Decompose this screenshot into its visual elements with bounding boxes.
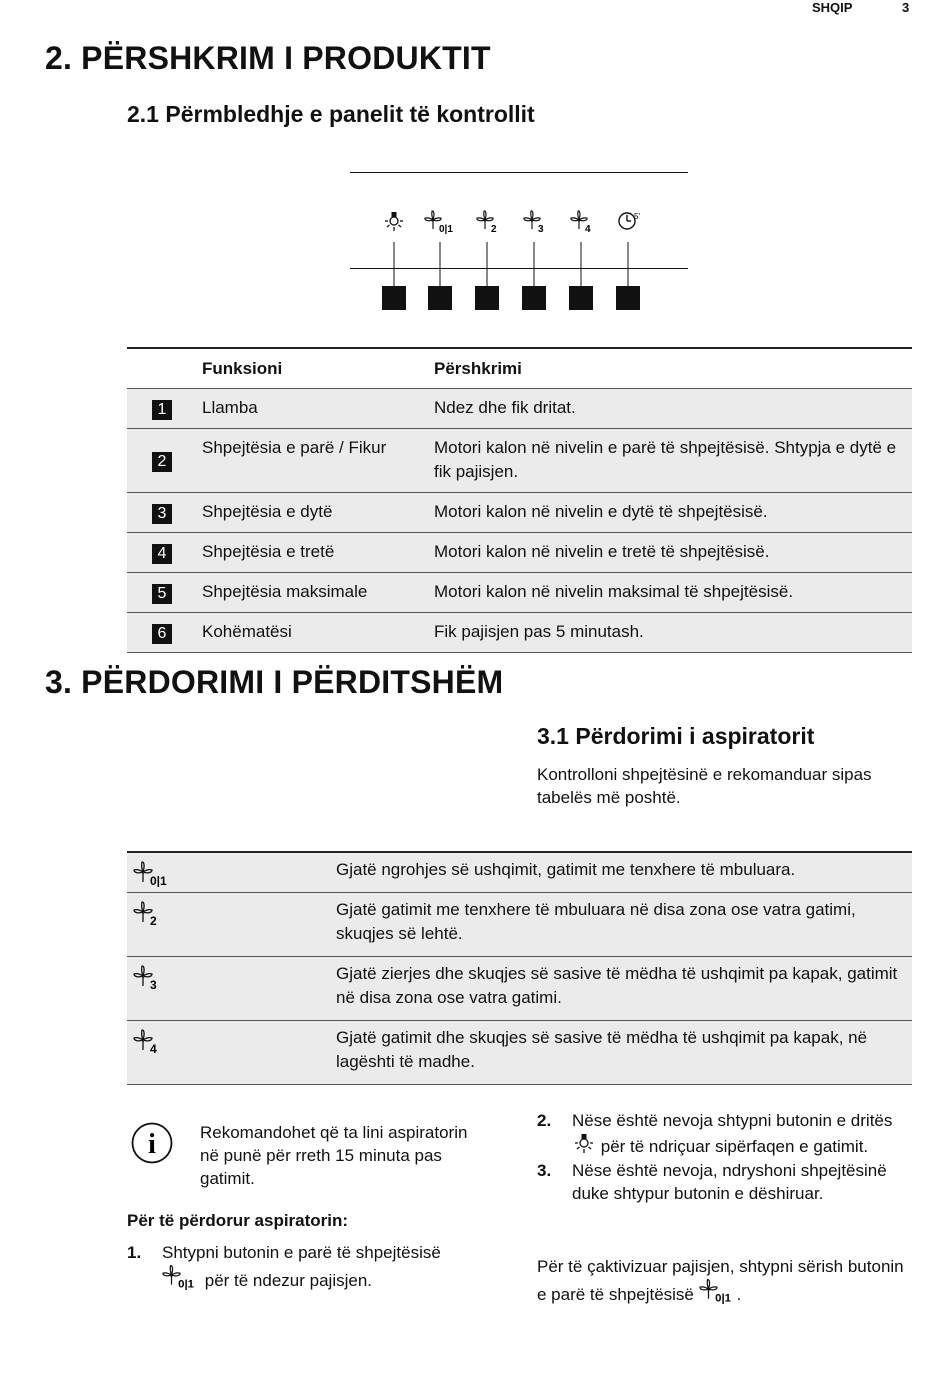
speed-recommendation: Gjatë ngrohjes së ushqimit, gatimit me tenxhere të mbuluara. xyxy=(336,852,912,893)
list-item xyxy=(537,1109,912,1158)
row-function: Shpejtësia maksimale xyxy=(202,573,434,613)
page-number: 3 xyxy=(902,0,910,15)
fan-speed-2-icon xyxy=(133,901,336,927)
table-row xyxy=(127,389,912,429)
svg-text:4: 4 xyxy=(585,224,591,234)
closing-paragraph xyxy=(537,1255,915,1306)
fan-speed-4-icon xyxy=(570,210,596,234)
section-3-intro: Kontrolloni shpejtësinë e rekomanduar sipas tabelës më poshtë. xyxy=(537,765,872,807)
control-panel-diagram xyxy=(350,172,690,314)
fan-speed-3-icon xyxy=(523,210,549,234)
step-text: Nëse është nevoja, ndryshoni shpejtësinë duke shtypur butonin e dëshiruar. xyxy=(572,1161,887,1203)
section-3-1-title: 3.1 Përdorimi i aspiratorit xyxy=(537,723,815,749)
table-row xyxy=(127,893,912,957)
step-number: 1. xyxy=(127,1243,142,1262)
row-function: Shpejtësia e parë / Fikur xyxy=(202,429,434,493)
table-row xyxy=(127,493,912,533)
svg-text:4: 4 xyxy=(150,1042,157,1055)
svg-text:0|1: 0|1 xyxy=(439,224,453,234)
table-header-row xyxy=(127,348,912,389)
timer-5-min-icon xyxy=(616,209,642,233)
row-description: Motori kalon në nivelin e dytë të shpejtësisë. xyxy=(434,493,912,533)
step-text-continued: për të ndriçuar sipërfaqen e gatimit. xyxy=(600,1137,869,1156)
row-number-badge: 4 xyxy=(152,544,172,564)
table-row xyxy=(127,613,912,653)
table-row xyxy=(127,1021,912,1085)
row-description: Motori kalon në nivelin e tretë të shpejtësisë. xyxy=(434,533,912,573)
fan-speed-0-1-icon xyxy=(162,1264,200,1290)
table-row xyxy=(127,852,912,893)
row-description: Ndez dhe fik dritat. xyxy=(434,389,912,429)
speed-table xyxy=(127,851,912,1085)
row-description: Motori kalon në nivelin e parë të shpejtësisë. Shtypja e dytë e fik pajisjen. xyxy=(434,429,912,493)
row-function: Shpejtësia e tretë xyxy=(202,533,434,573)
fan-speed-3-icon xyxy=(133,965,336,991)
function-table xyxy=(127,347,912,653)
fan-speed-2-icon xyxy=(476,210,502,234)
list-item xyxy=(537,1159,912,1205)
fan-speed-0-1-icon xyxy=(699,1278,737,1304)
speed-recommendation: Gjatë zierjes dhe skuqjes së sasive të mëdha të ushqimit pa kapak, gatimit në disa zona ose vatra gatimi. xyxy=(336,957,912,1021)
header-language: SHQIP xyxy=(812,0,853,15)
light-icon xyxy=(382,210,406,234)
step-text: Nëse është nevoja shtypni butonin e dritës xyxy=(572,1111,893,1130)
step-text: Shtypni butonin e parë të shpejtësisë xyxy=(162,1243,441,1262)
fan-speed-0-1-icon xyxy=(424,210,458,234)
table-header-number xyxy=(127,348,202,389)
svg-text:2: 2 xyxy=(150,914,157,927)
row-number-badge: 1 xyxy=(152,400,172,420)
step-number: 2. xyxy=(537,1111,552,1130)
info-icon xyxy=(130,1121,174,1165)
steps-list-right xyxy=(537,1109,912,1205)
svg-text:0|1: 0|1 xyxy=(150,874,167,887)
row-number-badge: 5 xyxy=(152,584,172,604)
light-icon xyxy=(572,1132,596,1156)
table-header-description: Përshkrimi xyxy=(434,348,912,389)
row-number-badge: 3 xyxy=(152,504,172,524)
table-row xyxy=(127,429,912,493)
row-number-badge: 2 xyxy=(152,452,172,472)
speed-recommendation: Gjatë gatimit me tenxhere të mbuluara në disa zona ose vatra gatimi, skuqjes së lehtë. xyxy=(336,893,912,957)
closing-period: . xyxy=(736,1285,742,1304)
svg-text:0|1: 0|1 xyxy=(178,1278,195,1290)
steps-heading: Për të përdorur aspiratorin: xyxy=(127,1211,349,1230)
svg-text:3: 3 xyxy=(538,224,544,234)
row-function: Llamba xyxy=(202,389,434,429)
svg-text:0|1: 0|1 xyxy=(714,1292,731,1304)
closing-text: Për të çaktivizuar pajisjen, shtypni sërish butonin e parë të shpejtësisë xyxy=(537,1257,904,1304)
row-description: Motori kalon në nivelin maksimal të shpejtësisë. xyxy=(434,573,912,613)
fan-speed-4-icon xyxy=(133,1029,336,1055)
info-note: Rekomandohet që ta lini aspiratorin në punë për rreth 15 minuta pas gatimit. xyxy=(200,1123,468,1188)
svg-text:3: 3 xyxy=(150,978,157,991)
fan-speed-0-1-icon xyxy=(133,861,336,887)
table-header-function: Funksioni xyxy=(202,348,434,389)
section-2-1-title: 2.1 Përmbledhje e panelit të kontrollit xyxy=(127,101,535,127)
svg-text:i: i xyxy=(148,1129,156,1160)
section-2-title: 2. PËRSHKRIM I PRODUKTIT xyxy=(45,40,491,76)
table-row xyxy=(127,573,912,613)
step-text-continued: për të ndezur pajisjen. xyxy=(204,1271,373,1290)
row-description: Fik pajisjen pas 5 minutash. xyxy=(434,613,912,653)
section-3-title: 3. PËRDORIMI I PËRDITSHËM xyxy=(45,664,504,700)
table-row xyxy=(127,957,912,1021)
list-item xyxy=(127,1241,512,1292)
row-function: Shpejtësia e dytë xyxy=(202,493,434,533)
steps-list-left xyxy=(127,1241,512,1292)
step-number: 3. xyxy=(537,1161,552,1180)
row-number-badge: 6 xyxy=(152,624,172,644)
speed-recommendation: Gjatë gatimit dhe skuqjes së sasive të mëdha të ushqimit pa kapak, në lagështi të madhe. xyxy=(336,1021,912,1085)
table-row xyxy=(127,533,912,573)
svg-text:5': 5' xyxy=(634,212,640,221)
row-function: Kohëmatësi xyxy=(202,613,434,653)
svg-text:2: 2 xyxy=(491,224,497,234)
